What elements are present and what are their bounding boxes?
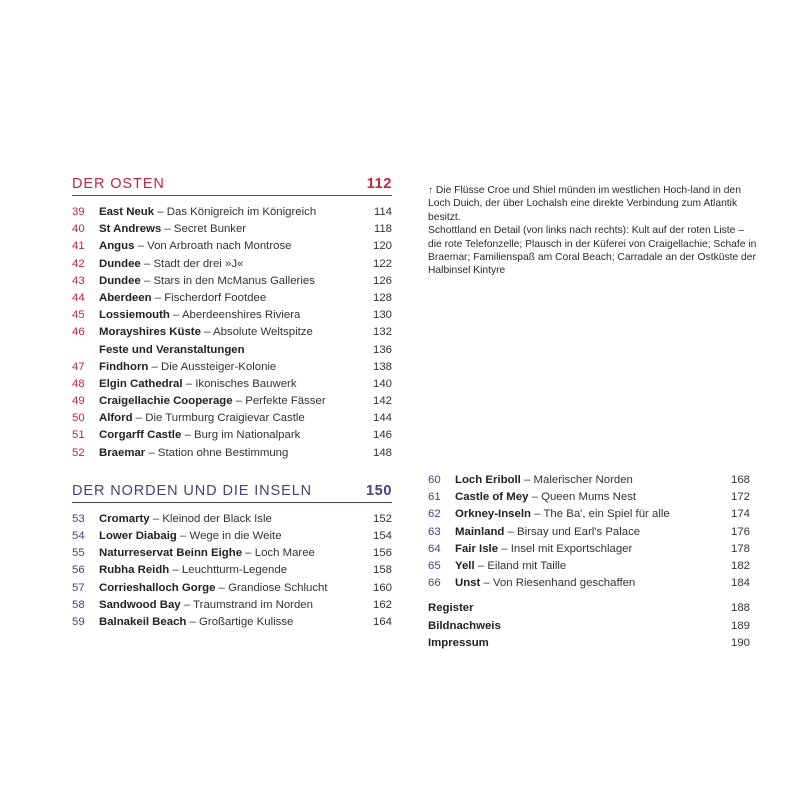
entry-page: 182	[730, 559, 750, 572]
entry-text	[99, 221, 374, 238]
entry-subtitle: Kleinod der Black Isle	[162, 512, 272, 525]
entry-page: 120	[372, 240, 392, 253]
entry-page: 136	[372, 343, 392, 356]
entry-place: Cromarty	[99, 512, 150, 525]
entry-number: 53	[72, 512, 85, 525]
entry-number: 50	[72, 412, 85, 425]
entry-text	[99, 614, 373, 631]
entry-page: 160	[372, 581, 392, 594]
entry-text	[455, 506, 731, 523]
entry-place: Rubha Reidh	[99, 564, 170, 577]
entry-subtitle: Von Arbroath nach Montrose	[147, 240, 292, 253]
entry-subtitle: Von Riesenhand geschaffen	[492, 577, 636, 590]
entry-place: Findhorn	[99, 360, 149, 373]
entry-subtitle: Eiland mit Taille	[487, 559, 567, 572]
entry-number: 54	[72, 530, 85, 542]
entry-page: 126	[372, 274, 392, 287]
entry-subtitle: Burg im Nationalpark	[193, 429, 301, 442]
entry-dash: –	[161, 223, 174, 236]
entry-dash: –	[186, 615, 200, 628]
entry-subtitle: Das Königreich im Königreich	[166, 206, 317, 218]
entry-page: 172	[730, 491, 750, 504]
entry-place: Dundee	[99, 274, 141, 287]
entry-place: Yell	[455, 559, 475, 572]
entry-dash: –	[180, 598, 194, 611]
entry-place: Unst	[455, 577, 481, 590]
entry-page: 152	[372, 512, 392, 525]
entry-subtitle: Birsay und Earl's Palace	[517, 525, 641, 538]
entry-text	[455, 489, 731, 506]
entry-dash: –	[154, 206, 167, 218]
toc-entry[interactable]	[72, 597, 392, 614]
toc-entry[interactable]	[72, 445, 392, 462]
entry-number: 57	[72, 581, 85, 594]
entry-place: Mainland	[455, 525, 505, 538]
entry-subtitle: Queen Mums Nest	[541, 491, 637, 504]
entry-number: 39	[72, 206, 85, 218]
entry-text	[99, 410, 373, 427]
toc-entry[interactable]	[72, 393, 392, 410]
entry-page: 176	[730, 525, 750, 538]
entry-dash: –	[200, 326, 213, 339]
entry-page: 156	[372, 547, 392, 560]
entry-place: Balnakeil Beach	[99, 615, 187, 628]
toc-entry[interactable]	[428, 489, 750, 506]
entry-number: 64	[428, 542, 441, 555]
entry-number: 58	[72, 598, 85, 611]
entry-text	[99, 256, 373, 273]
entry-page: 118	[373, 223, 392, 236]
toc-entry[interactable]	[72, 342, 392, 359]
entry-place: Orkney-Inseln	[455, 508, 531, 521]
entry-place: Corgarff Castle	[99, 429, 182, 442]
entry-text	[99, 528, 373, 545]
entry-place: Register	[428, 602, 474, 615]
entry-text	[99, 238, 373, 255]
entry-text	[99, 545, 373, 562]
entry-subtitle: Perfekte Fässer	[245, 395, 326, 408]
entry-place: Sandwood Bay	[99, 598, 181, 611]
entry-subtitle: Absolute Weltspitze	[212, 326, 313, 339]
entry-subtitle: Aberdeenshires Riviera	[181, 309, 301, 322]
entry-subtitle: Traumstrand im Norden	[193, 598, 313, 611]
entry-text	[455, 575, 731, 592]
entry-dash: –	[215, 581, 229, 594]
toc-entry[interactable]	[72, 614, 392, 631]
caption-line-1: Die Flüsse Croe und Shiel münden im westlichen Hoch-land in den Loch Duich, der über Lochalsh eine direkte Verbindung zum Atlantik besitzt.	[428, 185, 741, 223]
entry-text	[455, 558, 731, 575]
toc-list-osten	[72, 204, 392, 462]
entry-number: 46	[72, 326, 85, 339]
entry-subtitle: Ikonisches Bauwerk	[195, 377, 297, 390]
entry-number: 61	[428, 491, 441, 504]
entry-dash: –	[182, 377, 196, 390]
entry-dash: –	[181, 429, 194, 442]
entry-number: 63	[428, 525, 441, 538]
entry-dash: –	[242, 547, 255, 560]
toc-entry[interactable]	[72, 545, 392, 562]
toc-entry[interactable]	[72, 290, 392, 307]
entry-page: 189	[730, 619, 750, 632]
entry-number: 55	[72, 547, 85, 560]
toc-entry[interactable]	[72, 273, 392, 290]
entry-place: Lossiemouth	[99, 309, 170, 322]
entry-text	[99, 359, 373, 376]
toc-entry[interactable]	[428, 541, 750, 558]
entry-number: 49	[72, 395, 85, 408]
entry-place: Aberdeen	[99, 291, 152, 304]
entry-subtitle: Loch Maree	[254, 547, 315, 560]
entry-place: East Neuk	[99, 206, 155, 218]
entry-dash: –	[169, 564, 182, 577]
entry-text	[99, 290, 373, 307]
entry-number: 62	[428, 508, 441, 521]
entry-dash: –	[504, 525, 518, 538]
entry-text	[455, 472, 731, 489]
entry-page: 138	[372, 360, 392, 373]
entry-text	[99, 393, 373, 410]
entry-place: Elgin Cathedral	[99, 377, 183, 390]
section-page: 150	[366, 482, 392, 499]
entry-number: 51	[72, 429, 85, 442]
toc-entry[interactable]	[428, 472, 750, 489]
entry-subtitle: Leuchtturm-Legende	[181, 564, 288, 577]
entry-text	[99, 511, 373, 528]
entry-number: 65	[428, 559, 441, 572]
entry-text	[99, 324, 373, 341]
entry-subtitle: Wege in die Weite	[189, 530, 282, 542]
entry-dash: –	[176, 530, 190, 542]
toc-entry[interactable]	[72, 221, 392, 238]
entry-number: 60	[428, 474, 441, 486]
entry-subtitle: Station ohne Bestimmung	[157, 446, 289, 459]
entry-text	[455, 541, 731, 558]
entry-dash: –	[520, 474, 534, 486]
entry-page: 168	[730, 474, 750, 486]
entry-number: 48	[72, 377, 85, 390]
appendix-entry[interactable]	[428, 635, 750, 652]
entry-text	[428, 618, 731, 635]
entry-dash: –	[140, 274, 154, 287]
toc-entry[interactable]	[72, 376, 392, 393]
entry-place: Craigellachie Cooperage	[99, 395, 233, 408]
toc-entry[interactable]	[72, 324, 392, 341]
entry-place: Angus	[99, 240, 135, 253]
entry-page: 114	[373, 206, 392, 218]
entry-page: 144	[372, 412, 392, 425]
entry-text	[99, 273, 373, 290]
appendix-entry[interactable]	[428, 600, 750, 617]
entry-page: 130	[372, 309, 392, 322]
entry-place: Loch Eriboll	[455, 474, 521, 486]
entry-page: 184	[730, 577, 750, 590]
entry-place: Alford	[99, 412, 133, 425]
toc-list-appendix	[428, 600, 750, 652]
section-title: DER OSTEN	[72, 176, 165, 192]
entry-dash: –	[474, 559, 488, 572]
toc-list-norden-continued	[428, 472, 750, 592]
toc-entry[interactable]	[72, 562, 392, 579]
toc-entry[interactable]	[72, 359, 392, 376]
entry-page: 132	[372, 326, 392, 339]
entry-subtitle: Insel mit Exportschlager	[510, 542, 633, 555]
toc-entry[interactable]	[428, 506, 750, 523]
entry-page: 178	[730, 542, 750, 555]
entry-text	[99, 307, 373, 324]
entry-place: Naturreservat Beinn Eighe	[99, 547, 243, 560]
entry-text	[455, 524, 731, 541]
entry-subtitle: Fischerdorf Footdee	[164, 291, 267, 304]
entry-place: Impressum	[428, 636, 489, 649]
entry-text	[99, 597, 373, 614]
toc-entry[interactable]	[72, 307, 392, 324]
entry-page: 188	[730, 602, 750, 615]
entry-place: Corrieshalloch Gorge	[99, 581, 216, 594]
entry-page: 164	[372, 615, 392, 628]
entry-page: 146	[372, 429, 392, 442]
toc-entry[interactable]	[72, 528, 392, 545]
entry-dash: –	[151, 291, 165, 304]
entry-dash: –	[140, 257, 154, 270]
entry-page: 122	[372, 257, 392, 270]
entry-subtitle: Stars in den McManus Galleries	[153, 274, 315, 287]
entry-number: 42	[72, 257, 85, 270]
entry-number: 56	[72, 564, 85, 577]
entry-text	[99, 580, 373, 597]
entry-subtitle: Die Aussteiger-Kolonie	[161, 360, 277, 373]
entry-place: Morayshires Küste	[99, 326, 201, 339]
entry-dash: –	[528, 491, 542, 504]
entry-place: Bildnachweis	[428, 619, 501, 632]
entry-place: Braemar	[99, 446, 146, 459]
entry-text	[99, 562, 373, 579]
entry-subtitle: Stadt der drei »J«	[153, 257, 244, 270]
entry-dash: –	[132, 412, 146, 425]
entry-dash: –	[169, 309, 182, 322]
entry-text	[428, 635, 731, 652]
entry-text	[99, 427, 373, 444]
entry-number: 40	[72, 223, 85, 236]
entry-subtitle: Grandiose Schlucht	[228, 581, 328, 594]
entry-subtitle: Großartige Kulisse	[199, 615, 294, 628]
entry-dash: –	[134, 240, 148, 253]
entry-page: 128	[372, 291, 392, 304]
toc-entry[interactable]	[428, 575, 750, 592]
entry-dash: –	[149, 512, 163, 525]
entry-subtitle: The Ba', ein Spiel für alle	[543, 508, 670, 521]
section-title: DER NORDEN UND DIE INSELN	[72, 482, 313, 499]
entry-number: 43	[72, 274, 85, 287]
entry-subtitle: Malerischer Norden	[533, 474, 633, 486]
entry-dash: –	[480, 577, 493, 590]
entry-page: 190	[730, 636, 750, 649]
entry-subtitle: Die Turmburg Craigievar Castle	[145, 412, 305, 425]
entry-dash: –	[232, 395, 246, 408]
entry-page: 148	[372, 446, 392, 459]
entry-text	[99, 376, 373, 393]
photo-caption	[428, 184, 758, 278]
toc-entry[interactable]	[428, 558, 750, 575]
entry-text	[72, 342, 373, 359]
caption-line-2: Schottland en Detail (von links nach rechts): Kult auf der roten Liste – die rote Telefonzelle; Plausch in der Küferei von Craigellachie; Schafe in Braemar; Familienspaß am Coral Beach; Carradale an der Ostküste der Halbinsel Kintyre	[428, 225, 757, 277]
toc-entry[interactable]	[72, 204, 392, 221]
entry-text	[99, 445, 373, 462]
entry-page: 154	[372, 530, 392, 542]
toc-entry[interactable]	[72, 410, 392, 427]
entry-number: 41	[72, 240, 85, 253]
entry-number: 52	[72, 446, 85, 459]
entry-number: 47	[72, 360, 85, 373]
entry-page: 162	[372, 598, 392, 611]
entry-page: 142	[372, 395, 392, 408]
toc-entry[interactable]	[428, 524, 750, 541]
entry-number: 44	[72, 291, 85, 304]
appendix-entry[interactable]	[428, 618, 750, 635]
entry-page: 174	[730, 508, 750, 521]
toc-entry[interactable]	[72, 580, 392, 597]
toc-entry[interactable]	[72, 427, 392, 444]
entry-place: Feste und Veranstaltungen	[99, 343, 245, 356]
entry-page: 140	[372, 377, 392, 390]
toc-right-column	[428, 472, 750, 652]
section-header-osten	[72, 176, 392, 196]
entry-place: Dundee	[99, 257, 141, 270]
entry-number: 59	[72, 615, 85, 628]
entry-place: Lower Diabaig	[99, 530, 177, 542]
arrow-up-icon: ↑	[428, 185, 433, 196]
entry-dash: –	[498, 542, 511, 555]
entry-text	[99, 204, 374, 221]
entry-number: 66	[428, 577, 441, 590]
entry-subtitle: Secret Bunker	[173, 223, 247, 236]
entry-dash: –	[148, 360, 162, 373]
entry-number: 45	[72, 309, 85, 322]
entry-place: Castle of Mey	[455, 491, 529, 504]
section-page: 112	[366, 176, 392, 192]
entry-dash: –	[145, 446, 158, 459]
section-header-norden	[72, 483, 392, 503]
toc-list-norden	[72, 511, 392, 631]
entry-place: St Andrews	[99, 223, 162, 236]
entry-place: Fair Isle	[455, 542, 499, 555]
entry-page: 158	[372, 564, 392, 577]
toc-entry[interactable]	[72, 256, 392, 273]
toc-entry[interactable]	[72, 238, 392, 255]
entry-text	[428, 600, 731, 617]
toc-entry[interactable]	[72, 511, 392, 528]
entry-dash: –	[530, 508, 544, 521]
toc-left-column	[72, 176, 392, 631]
